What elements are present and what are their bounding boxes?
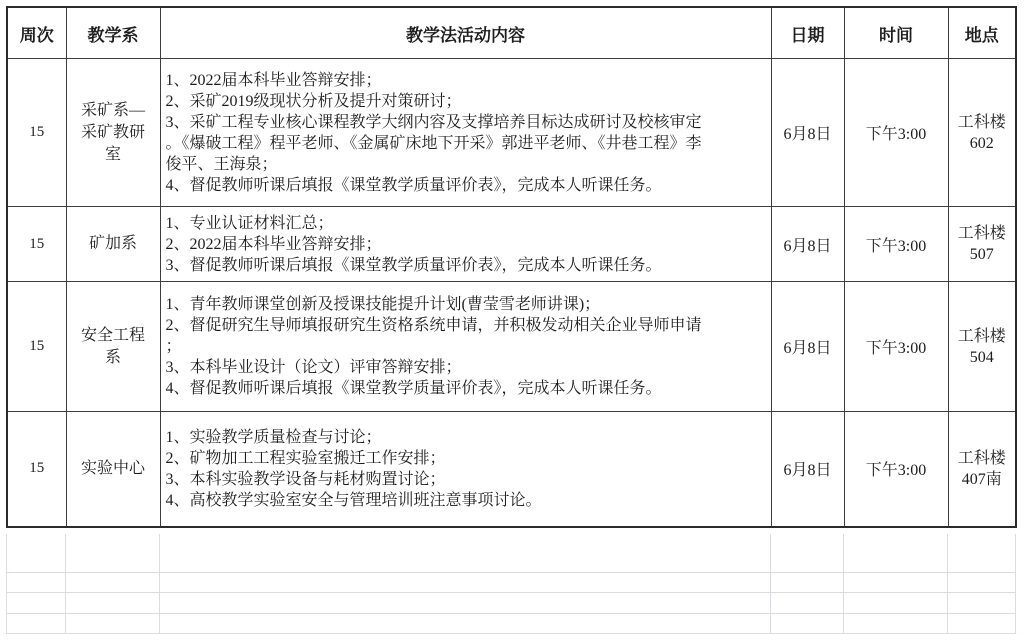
department-cell[interactable]: 矿加系: [66, 207, 160, 282]
time-cell[interactable]: 下午3:00: [844, 282, 948, 412]
empty-cell[interactable]: [66, 534, 160, 572]
activity-item: 2、督促研究生导师填报研究生资格系统申请，并积极发动相关企业导师申请；: [165, 317, 702, 355]
empty-cell[interactable]: [771, 592, 844, 613]
empty-cell[interactable]: [844, 534, 948, 572]
date-cell[interactable]: 6月8日: [771, 59, 844, 207]
activity-item: 3、本科实验教学设备与耗材购置讨论；: [165, 470, 446, 488]
week-cell[interactable]: 15: [7, 282, 66, 412]
date-cell[interactable]: 6月8日: [771, 412, 844, 527]
empty-row: [7, 613, 1016, 633]
week-cell[interactable]: 15: [7, 59, 66, 207]
location-cell[interactable]: 工科楼507: [948, 207, 1016, 282]
header-activities[interactable]: 教学法活动内容: [160, 7, 771, 59]
table-row: [7, 59, 1016, 207]
header-location[interactable]: 地点: [948, 7, 1016, 59]
empty-cell[interactable]: [160, 534, 771, 572]
teaching-activity-table: [6, 6, 1017, 528]
empty-cell[interactable]: [771, 572, 844, 592]
empty-spreadsheet-grid: [6, 534, 1016, 634]
header-date[interactable]: 日期: [771, 7, 844, 59]
activity-item: 3、督促教师听课后填报《课堂教学质量评价表》，完成本人听课任务。: [165, 256, 662, 274]
empty-cell[interactable]: [771, 534, 844, 572]
department-cell[interactable]: 安全工程系: [66, 282, 160, 412]
time-cell[interactable]: 下午3:00: [844, 59, 948, 207]
empty-cell[interactable]: [771, 613, 844, 633]
activity-item: 2、2022届本科毕业答辩安排；: [165, 235, 382, 253]
date-cell[interactable]: 6月8日: [771, 207, 844, 282]
activities-cell[interactable]: [160, 207, 771, 282]
week-cell[interactable]: 15: [7, 412, 66, 527]
table-row: [7, 412, 1016, 527]
empty-cell[interactable]: [7, 534, 66, 572]
activity-item: 1、2022届本科毕业答辩安排；: [165, 71, 382, 89]
empty-cell[interactable]: [948, 613, 1016, 633]
empty-cell[interactable]: [844, 572, 948, 592]
location-cell[interactable]: 工科楼602: [948, 59, 1016, 207]
empty-cell[interactable]: [66, 592, 160, 613]
location-cell[interactable]: 工科楼407南: [948, 412, 1016, 527]
empty-cell[interactable]: [844, 613, 948, 633]
activities-cell[interactable]: [160, 412, 771, 527]
activity-item: 3、本科毕业设计（论文）评审答辩安排；: [165, 359, 462, 376]
department-cell[interactable]: 实验中心: [66, 412, 160, 527]
activity-item: 3、采矿工程专业核心课程教学大纲内容及支撑培养目标达成研讨及校核审定。《爆破工程》程平老师、《金属矿床地下开采》郭进平老师、《井巷工程》李俊平、王海泉；: [165, 113, 702, 173]
empty-row: [7, 534, 1016, 572]
table-row: [7, 282, 1016, 412]
empty-cell[interactable]: [66, 572, 160, 592]
activity-item: 4、督促教师听课后填报《课堂教学质量评价表》，完成本人听课任务。: [165, 176, 662, 194]
activity-item: 2、采矿2019级现状分析及提升对策研讨；: [165, 92, 462, 110]
empty-row: [7, 572, 1016, 592]
empty-cell[interactable]: [160, 613, 771, 633]
schedule-body: [7, 59, 1016, 527]
empty-cell[interactable]: [948, 592, 1016, 613]
activities-cell[interactable]: [160, 59, 771, 207]
empty-cell[interactable]: [160, 592, 771, 613]
location-cell[interactable]: 工科楼504: [948, 282, 1016, 412]
date-cell[interactable]: 6月8日: [771, 282, 844, 412]
empty-cell[interactable]: [160, 572, 771, 592]
activities-cell[interactable]: [160, 282, 771, 412]
time-cell[interactable]: 下午3:00: [844, 412, 948, 527]
empty-cell[interactable]: [7, 592, 66, 613]
empty-cell[interactable]: [948, 572, 1016, 592]
empty-cell[interactable]: [7, 613, 66, 633]
empty-cell[interactable]: [7, 572, 66, 592]
activity-item: 1、专业认证材料汇总；: [165, 214, 334, 232]
activity-item: 1、实验教学质量检查与讨论；: [165, 428, 382, 446]
header-department[interactable]: 教学系: [66, 7, 160, 59]
table-header: [7, 7, 1016, 59]
week-cell[interactable]: 15: [7, 207, 66, 282]
empty-cell[interactable]: [844, 592, 948, 613]
empty-cell[interactable]: [66, 613, 160, 633]
table-row: [7, 207, 1016, 282]
time-cell[interactable]: 下午3:00: [844, 207, 948, 282]
department-cell[interactable]: 采矿系—采矿教研室: [66, 59, 160, 207]
activity-item: 2、矿物加工工程实验室搬迁工作安排；: [165, 449, 446, 467]
header-week[interactable]: 周次: [7, 7, 66, 59]
activity-item: 4、督促教师听课后填报《课堂教学质量评价表》，完成本人听课任务。: [165, 380, 662, 397]
activity-item: 1、青年教师课堂创新及授课技能提升计划(曹莹雪老师讲课)；: [165, 296, 601, 313]
empty-cell[interactable]: [948, 534, 1016, 572]
activity-item: 4、高校教学实验室安全与管理培训班注意事项讨论。: [165, 491, 542, 509]
empty-row: [7, 592, 1016, 613]
header-time[interactable]: 时间: [844, 7, 948, 59]
